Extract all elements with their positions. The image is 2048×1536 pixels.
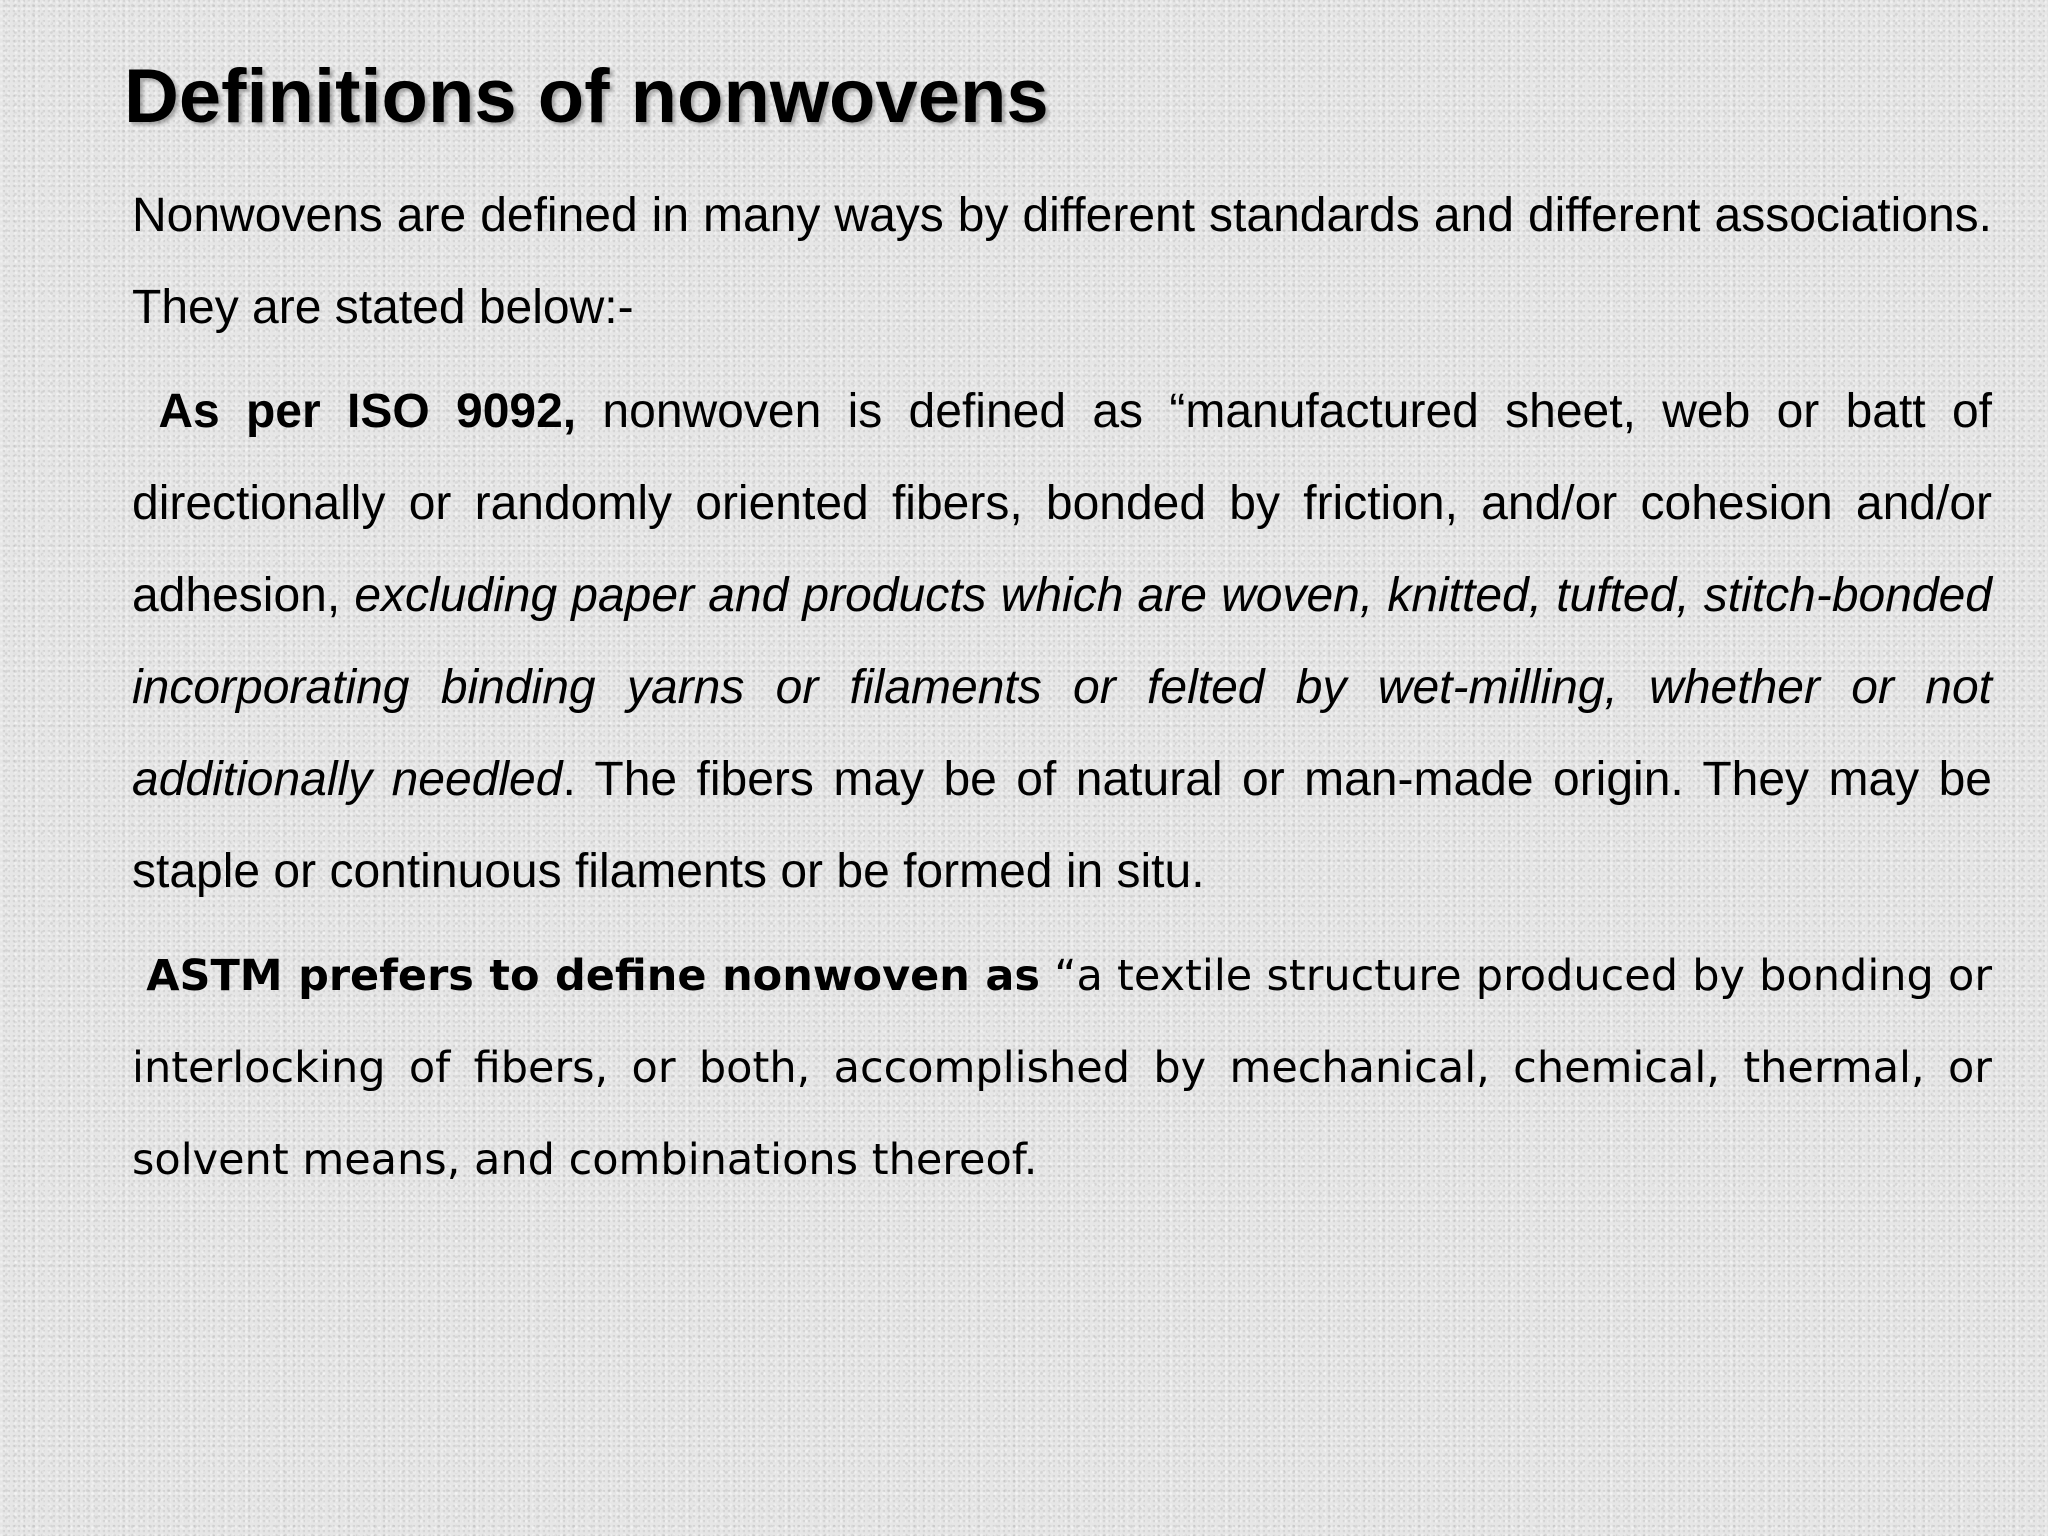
slide-title: Definitions of nonwovens [124, 54, 1049, 139]
slide-body [132, 170, 1992, 1206]
astm-definition-paragraph [132, 930, 1992, 1206]
iso-definition-exclusion: excluding paper and products which are woven, knitted, tufted, stitch-bonded incorporating binding yarns or filaments or felted by wet-milling, whether or not additionally needled [132, 569, 1992, 806]
iso-definition-paragraph [132, 366, 1992, 918]
intro-paragraph: Nonwovens are defined in many ways by different standards and different associations. They are stated below:- [132, 189, 1992, 334]
astm-definition-lead: ASTM prefers to define nonwoven as [146, 951, 1041, 1001]
iso-definition-text-end: . The fibers may be of natural or man-made origin. They may be staple or continuous filaments or be formed in situ. [132, 753, 1992, 898]
iso-definition-text: nonwoven is defined as “manufactured sheet, web or batt of directionally or randomly oriented fibers, bonded by friction, and/or cohesion and/or adhesion, [132, 385, 1992, 622]
astm-definition-text: “a textile structure produced by bonding or interlocking of fibers, or both, accomplished by mechanical, chemical, thermal, or solvent means, and combinations thereof. [132, 951, 1993, 1185]
iso-definition-lead: As per ISO 9092, [158, 385, 577, 438]
